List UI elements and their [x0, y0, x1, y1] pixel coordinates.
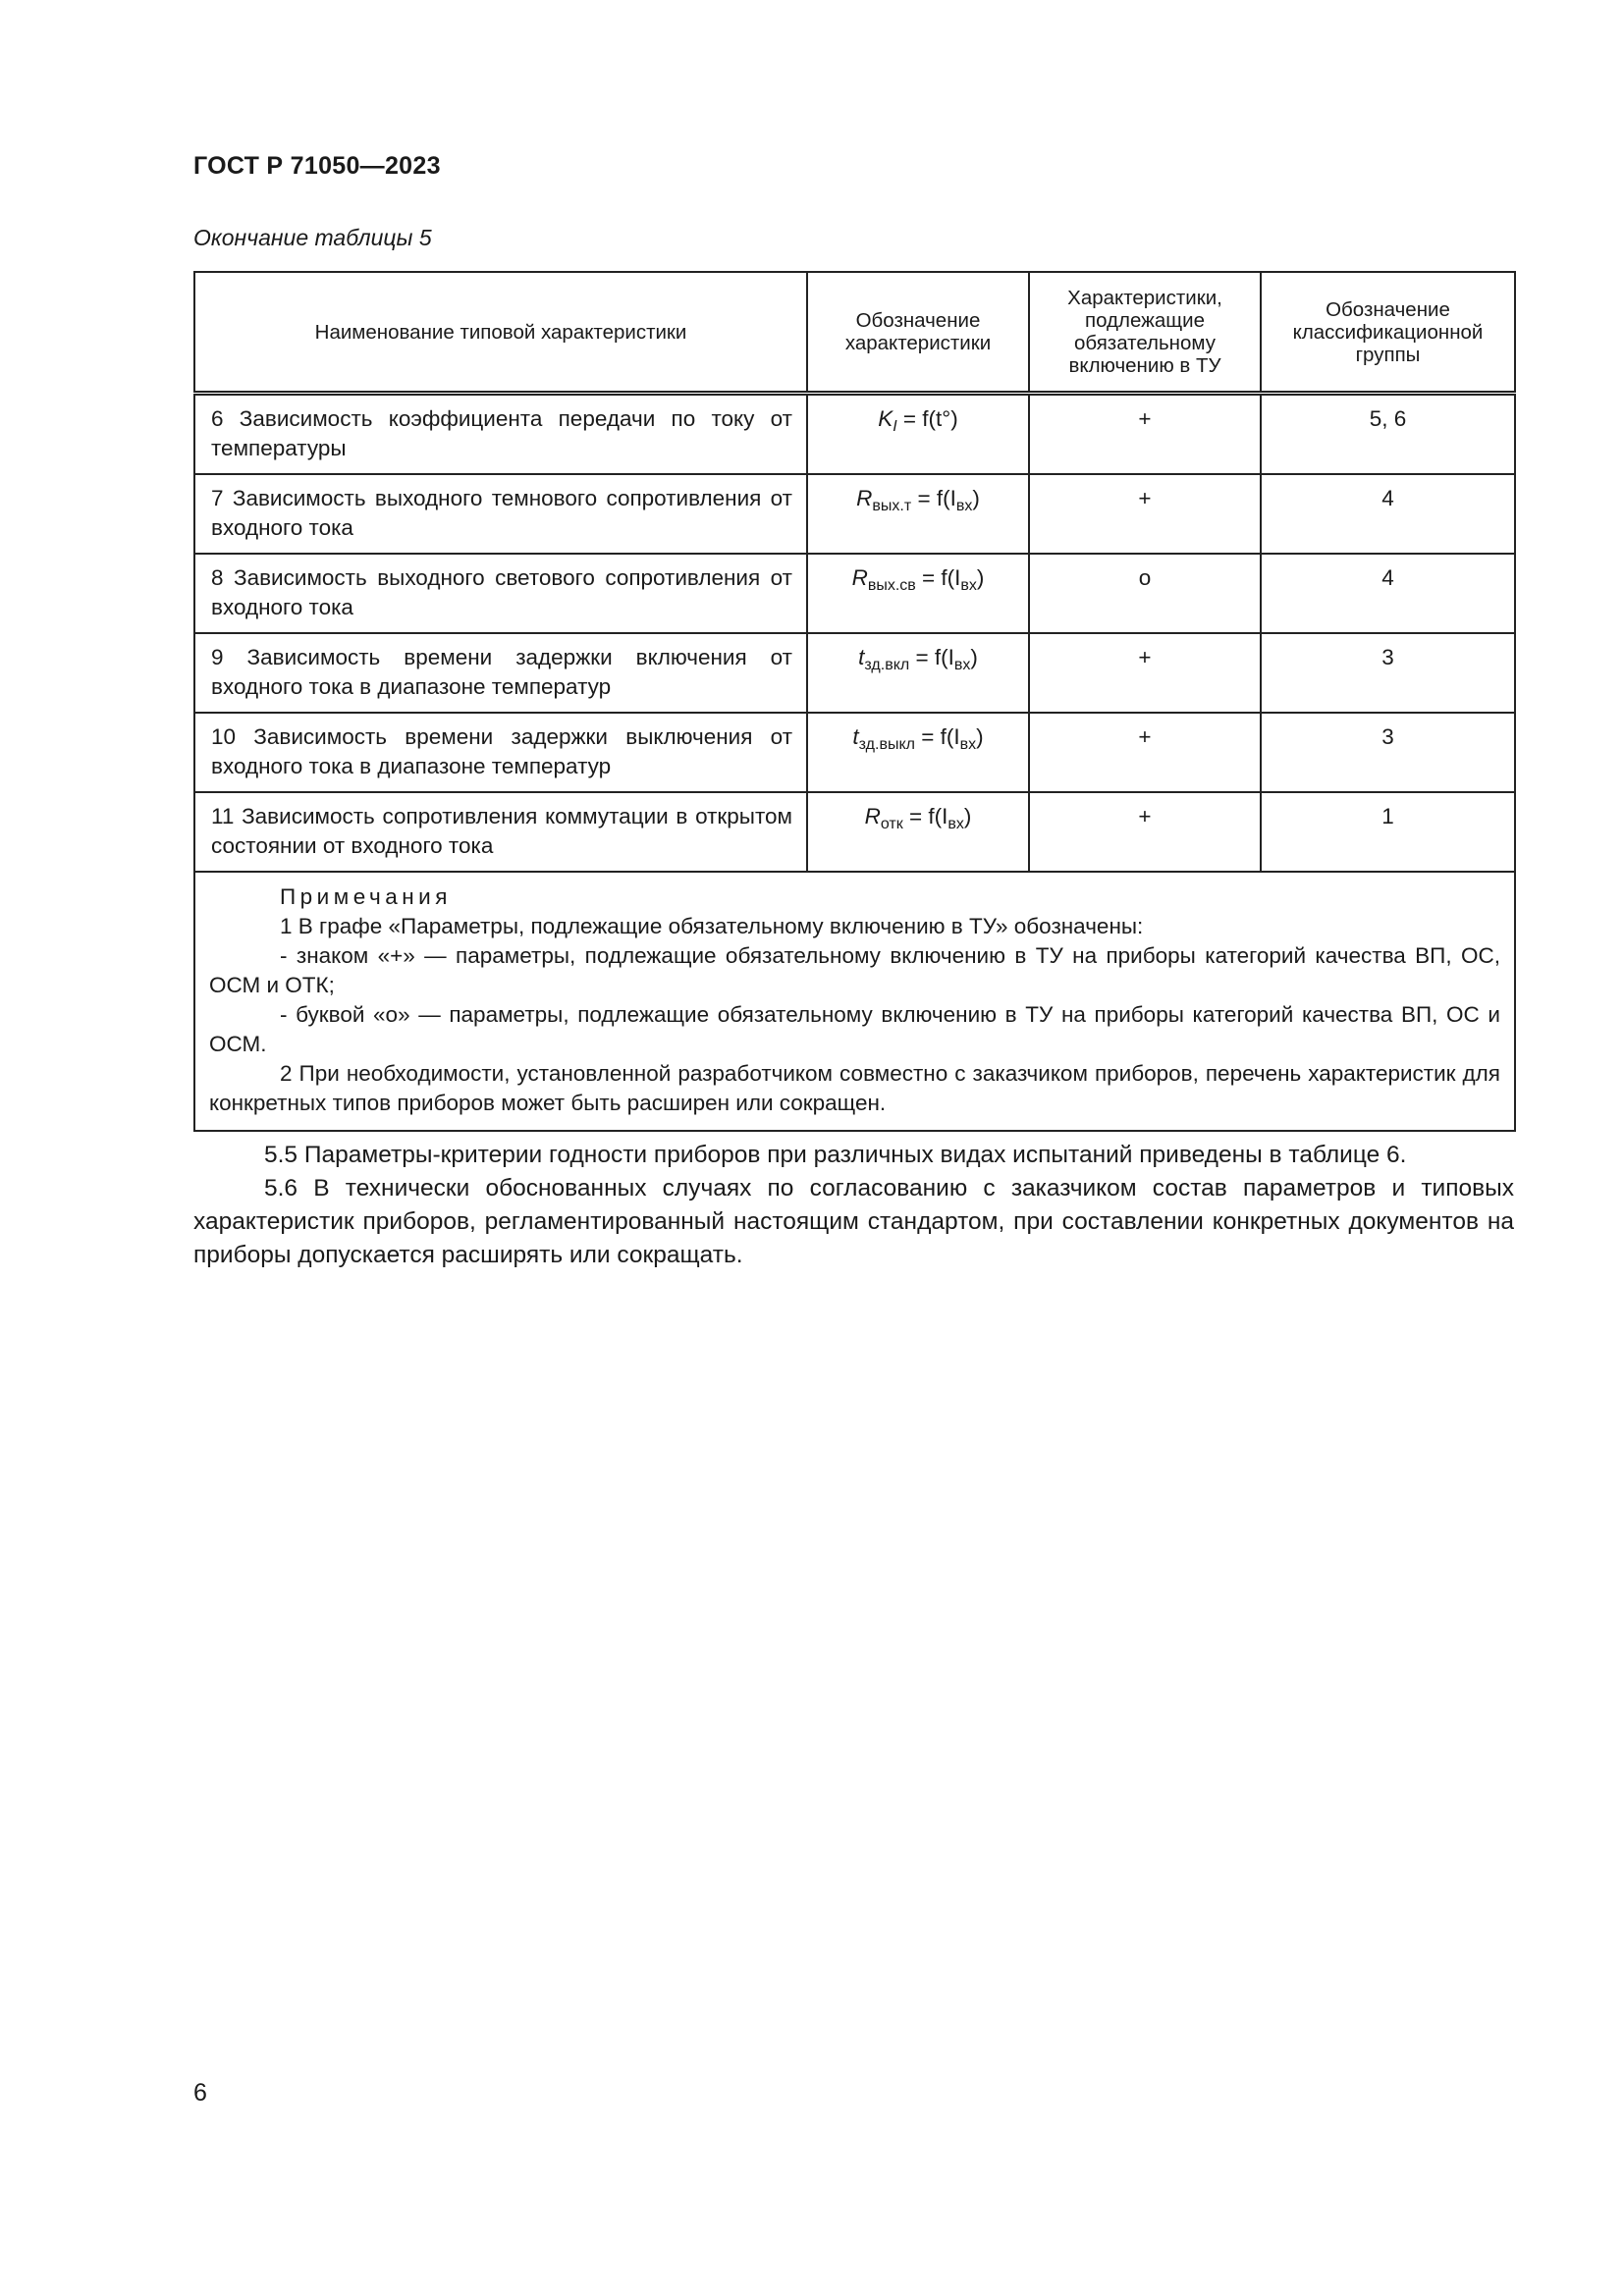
row-required: +: [1029, 394, 1261, 475]
table-notes: [194, 872, 1515, 1131]
row-group: 4: [1261, 474, 1515, 554]
header-name: Наименование типовой характеристики: [194, 272, 807, 394]
table-row: [194, 633, 1515, 713]
notes-title: Примечания: [280, 884, 452, 909]
row-symbol: $R_{отк} = f(I_{вх})$: [807, 792, 1029, 872]
row-group: 1: [1261, 792, 1515, 872]
row-name: 9 Зависимость времени задержки включения от входного тока в диапазоне температур: [194, 633, 807, 713]
paragraph-5-6: 5.6 В технически обоснованных случаях по согласованию с заказчиком состав параметров и типовых характеристик приборов, регламентированный настоящим стандартом, при составлении конкретных документов на приборы допускается расширять или сокращать.: [193, 1175, 1514, 1268]
row-name: 8 Зависимость выходного светового сопротивления от входного тока: [194, 554, 807, 633]
row-symbol: $t_{зд.выкл} = f(I_{вх})$: [807, 713, 1029, 792]
row-required: +: [1029, 633, 1261, 713]
row-name: 11 Зависимость сопротивления коммутации в открытом состоянии от входного тока: [194, 792, 807, 872]
note-1a: - знаком «+» — параметры, подлежащие обязательному включению в ТУ на приборы категорий качества ВП, ОС, ОСМ и ОТК;: [209, 943, 1500, 997]
table-caption: Окончание таблицы 5: [193, 225, 432, 250]
row-required: +: [1029, 792, 1261, 872]
note-1b: - буквой «о» — параметры, подлежащие обязательному включению в ТУ на приборы категорий качества ВП, ОС и ОСМ.: [209, 1002, 1500, 1056]
note-2: 2 При необходимости, установленной разработчиком совместно с заказчиком приборов, перечень характеристик для конкретных типов приборов может быть расширен или сокращен.: [209, 1061, 1500, 1115]
row-group: 3: [1261, 713, 1515, 792]
row-symbol: $K_I = f(t^\circ)$: [807, 394, 1029, 475]
row-symbol: $R_{вых.т} = f(I_{вх})$: [807, 474, 1029, 554]
row-name: 7 Зависимость выходного темнового сопротивления от входного тока: [194, 474, 807, 554]
table-header-row: [194, 272, 1515, 394]
characteristics-table: [193, 271, 1516, 1132]
table-row: [194, 394, 1515, 475]
table-row: [194, 474, 1515, 554]
header-symbol: Обозначение характеристики: [807, 272, 1029, 394]
section-paragraphs: [193, 1139, 1514, 1272]
row-name: 10 Зависимость времени задержки выключения от входного тока в диапазоне температур: [194, 713, 807, 792]
row-required: о: [1029, 554, 1261, 633]
notes-row: [194, 872, 1515, 1131]
table-row: [194, 554, 1515, 633]
header-required: Характеристики, подлежащие обязательному включению в ТУ: [1029, 272, 1261, 394]
page-number: 6: [193, 2079, 207, 2107]
row-required: +: [1029, 713, 1261, 792]
row-group: 5, 6: [1261, 394, 1515, 475]
row-group: 4: [1261, 554, 1515, 633]
row-symbol: $t_{зд.вкл} = f(I_{вх})$: [807, 633, 1029, 713]
table-row: [194, 713, 1515, 792]
row-required: +: [1029, 474, 1261, 554]
note-1: 1 В графе «Параметры, подлежащие обязательному включению в ТУ» обозначены:: [280, 914, 1144, 938]
document-code: ГОСТ Р 71050—2023: [193, 152, 441, 180]
row-name: 6 Зависимость коэффициента передачи по току от температуры: [194, 394, 807, 475]
header-group: Обозначение классификационной группы: [1261, 272, 1515, 394]
row-group: 3: [1261, 633, 1515, 713]
table-row: [194, 792, 1515, 872]
paragraph-5-5: 5.5 Параметры-критерии годности приборов при различных видах испытаний приведены в таблице 6.: [264, 1142, 1407, 1168]
row-symbol: $R_{вых.св} = f(I_{вх})$: [807, 554, 1029, 633]
